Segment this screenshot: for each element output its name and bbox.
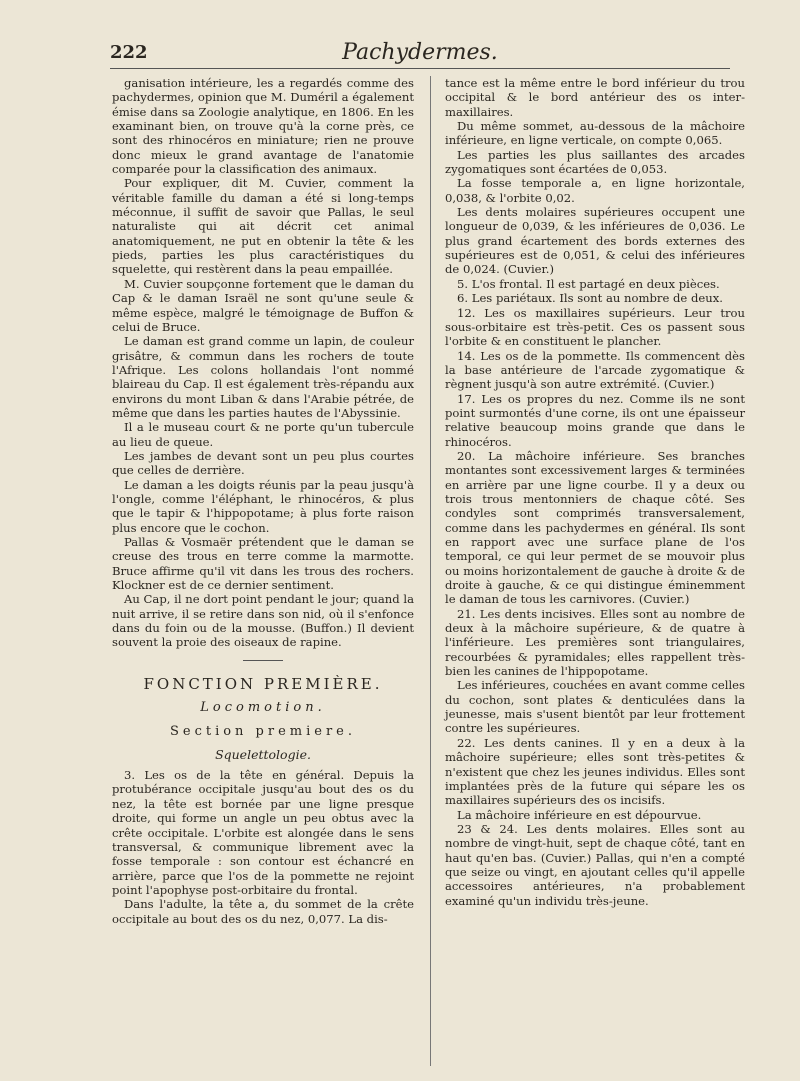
- heading-fonction: FONCTION PREMIÈRE.: [143, 674, 383, 693]
- paragraph: Du même sommet, au-dessous de la mâchoire inférieure, en ligne verticale, on compte 0,065.: [445, 119, 745, 148]
- paragraph: 3. Les os de la tête en général. Depuis la protubérance occipitale jusqu'au bout des os du nez, la tête est bornée par une ligne presque droite, qui forme un angle un peu obtus avec la crête occipitale. L'orbite est alongée dans le sens transversal, & communique librement avec la fosse temporale : son contour est échancré en arrière, parce que l'os de la pommette ne rejoint point l'apophyse post-orbitaire du frontal.: [112, 768, 414, 897]
- paragraph: ganisation intérieure, les a regardés comme des pachydermes, opinion que M. Duméril a également émise dans sa Zoologie analytique, en 1806. En les examinant bien, on trouve qu'à la corne près, ce sont des rhinocéros en miniature; rien ne prouve donc mieux le grand avantage de l'anatomie comparée pour la classification des animaux.: [112, 76, 414, 177]
- paragraph: Le daman est grand comme un lapin, de couleur grisâtre, & commun dans les rochers de toute l'Afrique. Les colons hollandais l'ont nommé blaireau du Cap. Il est également très-répandu aux environs du mont Liban & dans l'Arabie pétrée, de même que dans les parties hautes de l'Abyssinie.: [112, 334, 414, 420]
- header-rule: [110, 68, 730, 69]
- paragraph: 21. Les dents incisives. Elles sont au nombre de deux à la mâchoire supérieure, & de quatre à l'inférieure. Les premières sont triangulaires, recourbées & pyramidales; elles rappellent très-bien les canines de l'hippopotame.: [445, 606, 745, 679]
- paragraph: 23 & 24. Les dents molaires. Elles sont au nombre de vingt-huit, sept de chaque côté, tant en haut qu'en bas. (Cuvier.) Pallas, qui n'en a compté que seize ou vingt, en ajoutant celles qu'il appelle accessoires antérieures, n'a probablement examiné qu'un individu très-jeune.: [445, 821, 745, 908]
- paragraph: Les inférieures, couchées en avant comme celles du cochon, sont plates & denticulées dans la jeunesse, mais s'usent bientôt par leur frottement contre les supérieures.: [445, 678, 745, 736]
- paragraph: M. Cuvier soupçonne fortement que le daman du Cap & le daman Israël ne sont qu'une seule & même espèce, malgré le témoignage de Buffon & celui de Bruce.: [112, 276, 414, 334]
- left-column: [112, 76, 414, 926]
- page-number: 222: [110, 42, 148, 63]
- page-header: [110, 40, 730, 66]
- right-column: [445, 76, 745, 908]
- paragraph: Pour expliquer, dit M. Cuvier, comment la véritable famille du daman a été si long-temps méconnue, il suffit de savoir que Pallas, le seul naturaliste qui ait décrit cet animal anatomiquement, ne put en obtenir la tête & les pieds, parties les plus caractéristiques du squelette, qui restèrent dans la peau empaillée.: [112, 176, 414, 277]
- running-title: Pachydermes.: [342, 40, 498, 65]
- paragraph: Pallas & Vosmaër prétendent que le daman se creuse des trous en terre comme la marmotte. Bruce affirme qu'il vit dans les trous des rochers. Klockner est de ce dernier sentiment.: [112, 535, 414, 593]
- paragraph: tance est la même entre le bord inférieur du trou occipital & le bord antérieur des os inter-maxillaires.: [445, 76, 745, 119]
- heading-locomotion: Locomotion.: [200, 700, 326, 716]
- paragraph: 6. Les pariétaux. Ils sont au nombre de deux.: [457, 291, 723, 306]
- paragraph: Les dents molaires supérieures occupent une longueur de 0,039, & les inférieures de 0,036. Le plus grand écartement des bords externes des supérieures est de 0,051, & celui des inférieures de 0,024. (Cuvier.): [445, 205, 745, 277]
- section-rule: [243, 660, 283, 661]
- paragraph: Les parties les plus saillantes des arcades zygomatiques sont écartées de 0,053.: [445, 147, 745, 177]
- heading-squelettologie: Squelettologie.: [215, 746, 311, 762]
- paragraph: La mâchoire inférieure en est dépourvue.: [457, 807, 702, 822]
- paragraph: Dans l'adulte, la tête a, du sommet de la crête occipitale au bout des os du nez, 0,077. La dis-: [112, 897, 414, 926]
- paragraph: Le daman a les doigts réunis par la peau jusqu'à l'ongle, comme l'éléphant, le rhinocéros, & plus que le tapir & l'hippopotame; à plus forte raison plus encore que le cochon.: [112, 477, 414, 535]
- paragraph: La fosse temporale a, en ligne horizontale, 0,038, & l'orbite 0,02.: [445, 176, 745, 205]
- paragraph: 22. Les dents canines. Il y en a deux à la mâchoire supérieure; elles sont très-petites & n'existent que chez les jeunes individus. Elles sont implantées près de la future qui sépare les os maxillaires supérieurs des os incisifs.: [445, 735, 745, 808]
- paragraph: Les jambes de devant sont un peu plus courtes que celles de derrière.: [112, 448, 414, 478]
- paragraph: 5. L'os frontal. Il est partagé en deux pièces.: [457, 276, 720, 291]
- paragraph: 12. Les os maxillaires supérieurs. Leur trou sous-orbitaire est très-petit. Ces os passent sous l'orbite & en constituent le plancher.: [445, 305, 745, 349]
- paragraph: Il a le museau court & ne porte qu'un tubercule au lieu de queue.: [112, 420, 414, 449]
- paragraph: 20. La mâchoire inférieure. Ses branches montantes sont excessivement larges & terminées en arrière par une ligne courbe. Il y a deux ou trois trous mentonniers de chaque côté. Ses condyles sont comprimés transversalement, comme dans les pachydermes en général. Ils sont en rapport avec une surface plane de l'os temporal, ce qui leur permet de se mouvoir plus ou moins horizontalement de gauche à droite & de droite à gauche, & ce qui distingue éminemment le daman de tous les carnivores. (Cuvier.): [445, 448, 745, 607]
- heading-section: Section premiere.: [169, 724, 357, 740]
- paragraph: 14. Les os de la pommette. Ils commencent dès la base antérieure de l'arcade zygomatique & règnent jusqu'à son autre extrémité. (Cuvier.): [445, 348, 745, 392]
- paragraph: 17. Les os propres du nez. Comme ils ne sont point surmontés d'une corne, ils ont une épaisseur relative beaucoup moins grande que dans le rhinocéros.: [445, 391, 745, 449]
- column-divider: [430, 76, 431, 1066]
- paragraph: Au Cap, il ne dort point pendant le jour; quand la nuit arrive, il se retire dans son nid, où il s'enfonce dans du foin ou de la mousse. (Buffon.) Il devient souvent la proie des oiseaux de rapine.: [112, 592, 414, 650]
